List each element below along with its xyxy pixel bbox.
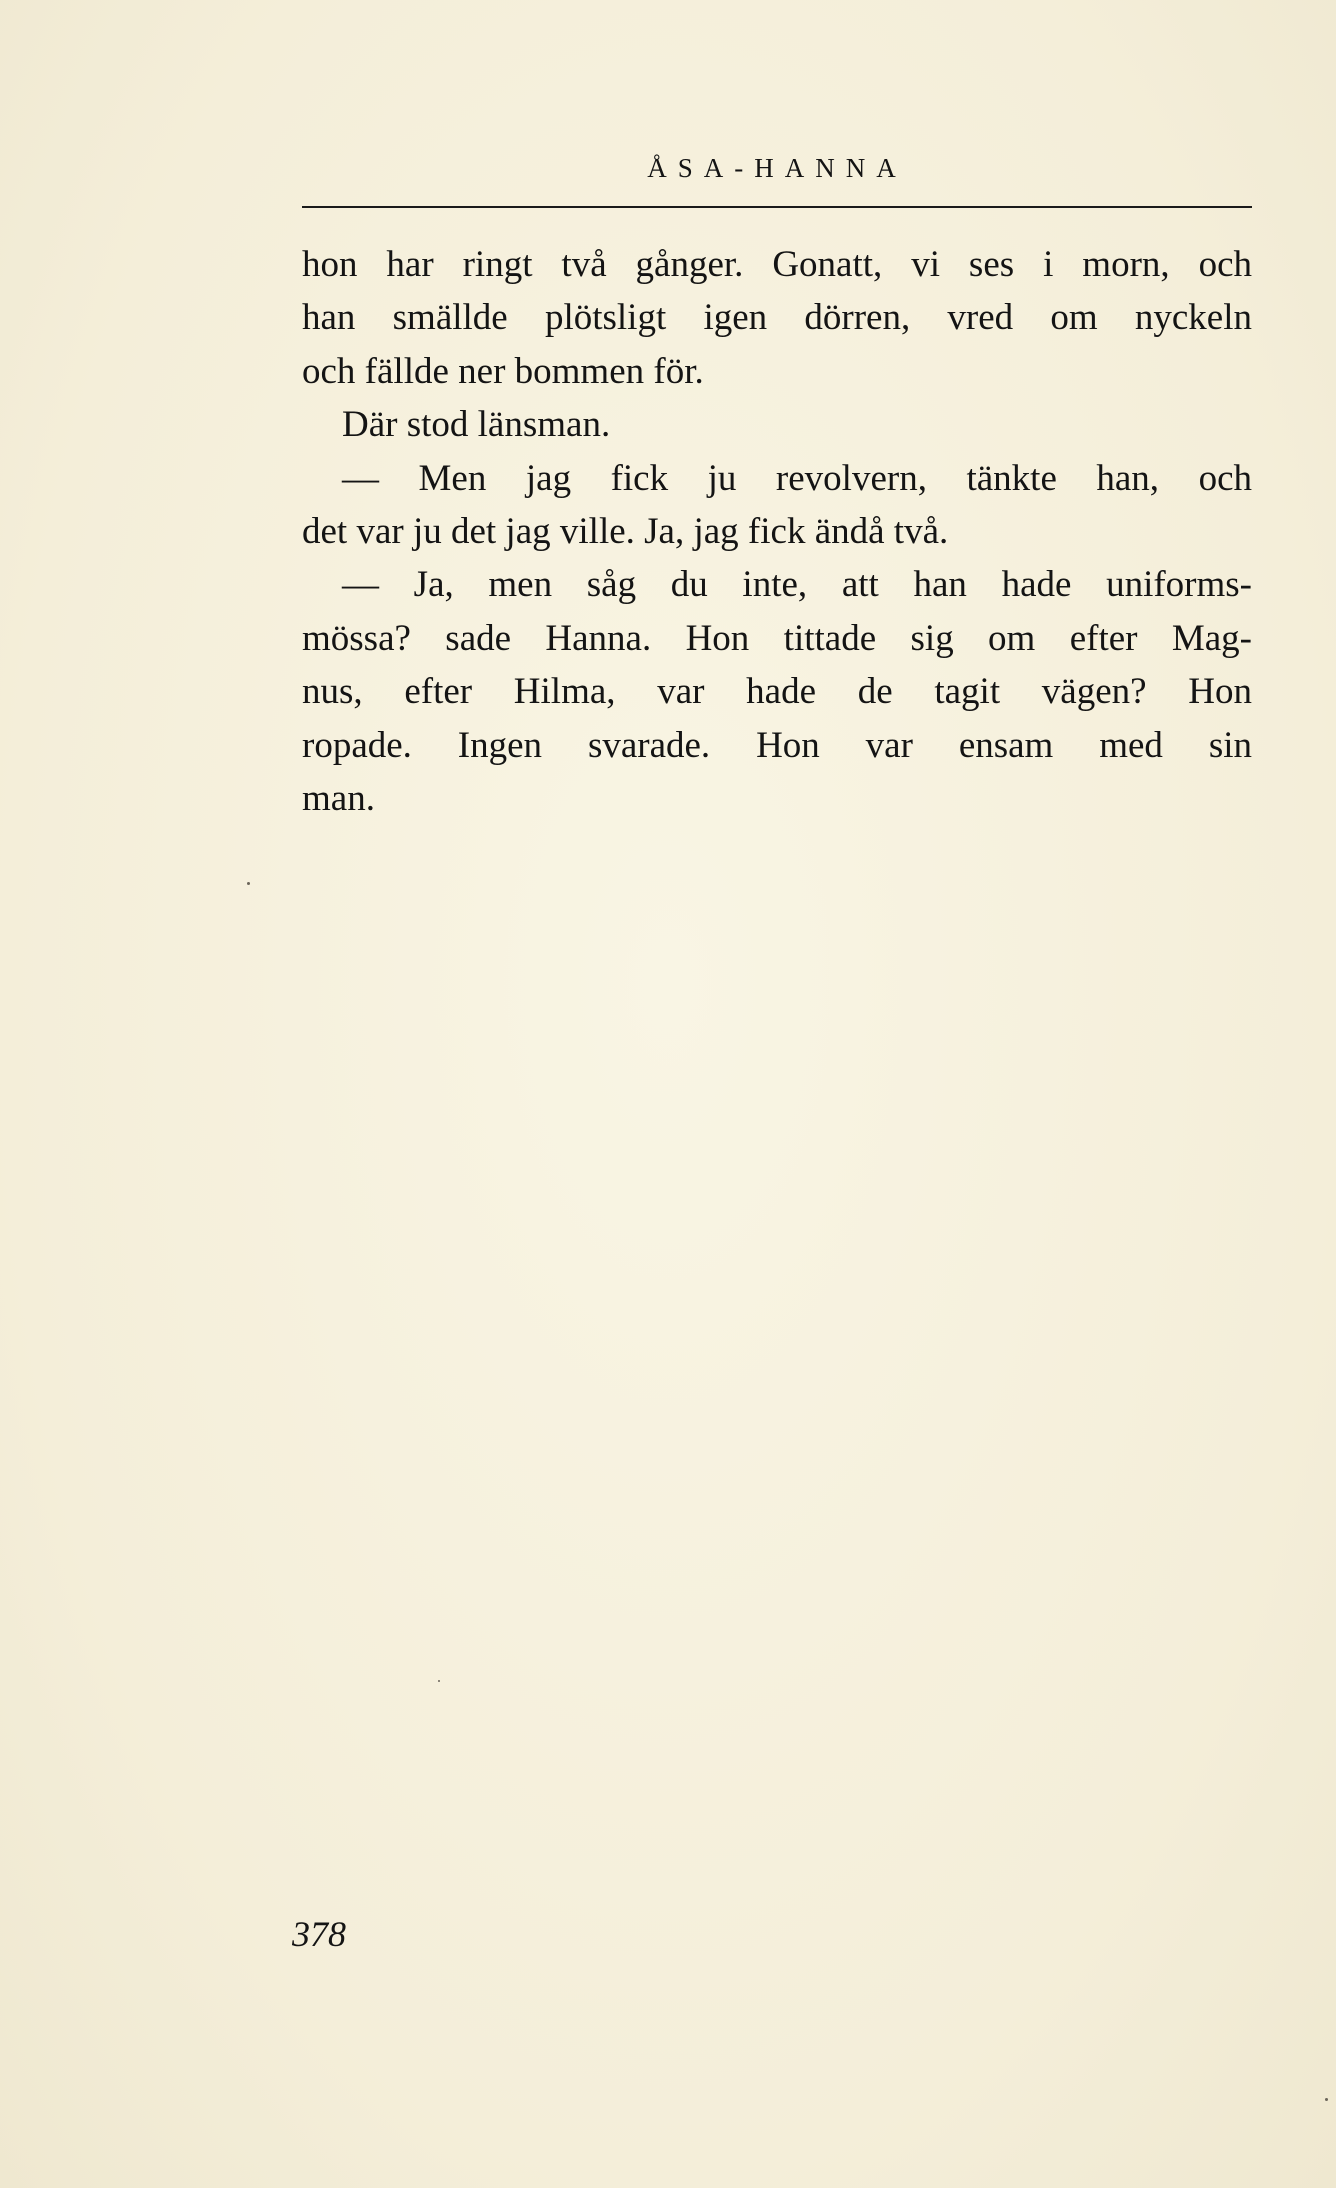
text-line: mössa? sade Hanna. Hon tittade sig om efter Mag- <box>302 617 1252 659</box>
text-line: ropade. Ingen svarade. Hon var ensam med sin <box>302 724 1252 766</box>
running-head: ÅSA-HANNA <box>647 153 907 183</box>
header-rule <box>302 206 1252 208</box>
paper-speck <box>247 882 250 885</box>
paper-speck <box>1325 2098 1328 2101</box>
text-line: det var ju det jag ville. Ja, jag fick ändå två. <box>302 511 949 553</box>
text-line: Där stod länsman. <box>342 404 611 446</box>
text-line: han smällde plötsligt igen dörren, vred om nyckeln <box>302 297 1252 339</box>
text-line: man. <box>302 778 375 820</box>
text-line: hon har ringt två gånger. Gonatt, vi ses i morn, och <box>302 244 1252 285</box>
text-line: — Ja, men såg du inte, att han hade uniforms- <box>342 564 1252 606</box>
body-text <box>302 238 1252 825</box>
paper-speck <box>438 1680 440 1682</box>
text-line: och fällde ner bommen för. <box>302 350 704 392</box>
page-number: 378 <box>292 1914 346 1954</box>
text-line: nus, efter Hilma, var hade de tagit vägen? Hon <box>302 671 1252 713</box>
text-line: — Men jag fick ju revolvern, tänkte han, och <box>342 457 1252 499</box>
